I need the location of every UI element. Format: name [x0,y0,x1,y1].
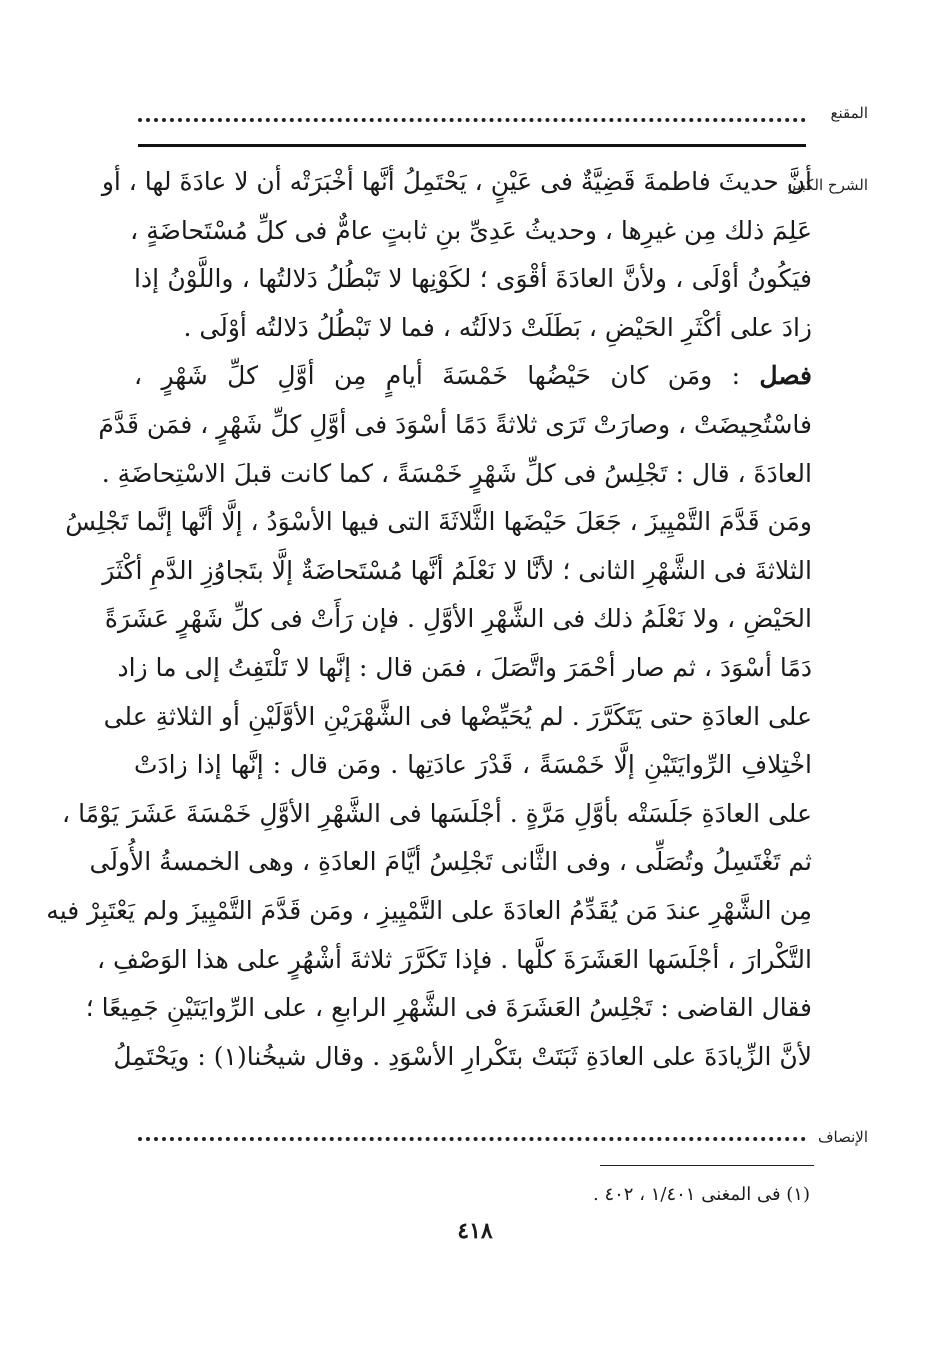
text-line: فيَكُونُ أوْلَى ، ولأنَّ العادَةَ أقْوَى ؛ لكَوْنِها لا تَبْطُلُ دَلالتُها ، واللَّوْنُ إذا [134,264,812,294]
dotted-separator-top [138,118,806,122]
text-line: ومَن قَدَّمَ التَّمْيِيزَ ، جَعَلَ حَيْضَها الثَّلاثَةَ التى فيها الأسْوَدُ ، إلَّا أنَّها إنَّما تَجْلِسُ [65,507,812,537]
top-rule [138,144,806,147]
text-line: ثم تَغْتَسِلُ وتُصَلِّى ، وفى الثَّانى تَجْلِسُ أيَّامَ العادَةِ ، وهى الخمسةُ الأُولَى [89,847,812,877]
text-line: اخْتِلافِ الرِّوايَتَيْنِ إلَّا خَمْسَةً ، قَدْرَ عادَتِها . ومَن قال : إنَّها إذا زادَتْ [134,750,812,780]
text-line: فاسْتُحِيضَتْ ، وصارَتْ تَرَى ثلاثةً دَمًا أسْوَدَ فى أوَّلِ كلِّ شَهْرٍ ، فمَن قَدَّمَ [98,409,812,439]
text-line: التَّكْرارَ ، أجْلَسَها العَشَرَةَ كلَّها . فإذا تَكَرَّرَ ثلاثةَ أشْهُرٍ على هذا الوَصْفِ ، [97,944,812,974]
footnote-rule [600,1165,814,1166]
page-number: ٤١٨ [457,1218,493,1244]
text-line: مِن الشَّهْرِ عندَ مَن يُقَدِّمُ العادَةَ على التَّمْيِيزِ ، ومَن قَدَّمَ التَّمْيِيزَ ولم يَعْتَبِرْ فيه [46,895,812,925]
section-label-insaf: الإنصاف [817,1128,868,1146]
text-line: فقال القاضى : تَجْلِسُ العَشَرَةَ فى الشَّهْرِ الرابعِ ، على الرِّوايَتَيْنِ جَمِيعًا ؛ [85,993,812,1023]
text-line: عَلِمَ ذلك مِن غيرِها ، وحديثُ عَدِىِّ بنِ ثابتٍ عامٌّ فى كلِّ مُسْتَحاضَةٍ ، [130,215,812,245]
text-line: العادَةَ ، قال : تَجْلِسُ فى كلِّ شَهْرٍ خَمْسَةً ، كما كانت قبلَ الاسْتِحاضَةِ . [101,458,812,488]
text-line: على العادَةِ جَلَسَتْه بأوَّلِ مَرَّةٍ . أجْلَسَها فى الشَّهْرِ الأوَّلِ خَمْسَةَ عَشَرَ يَوْمًا ، [62,798,812,828]
fasl-heading: فصل [759,361,812,391]
text-line: لأنَّ الزِّيادَةَ على العادَةِ ثَبَتَتْ بتَكْرارِ الأسْوَدِ . وقال شيخُنا(١) : ويَحْتَمِلُ [113,1041,812,1071]
section-label-sharh: الشرح الكبير [788,176,868,194]
commentary-text [46,158,812,1081]
section-label-muqni: المقنع [830,104,868,122]
text-fragment: : ومَن كان حَيْضُها خَمْسَةَ أيامٍ مِن أوَّلِ كلِّ شَهْرٍ ، [134,361,741,391]
text-line: الحَيْضِ ، ولا نَعْلَمُ ذلك فى الشَّهْرِ الأوَّلِ . فإن رَأَتْ فى كلِّ شَهْرٍ عَشَرَةً [104,604,812,634]
text-line: زادَ على أكْثَرِ الحَيْضِ ، بَطَلَتْ دَلالَتُه ، فما لا تَبْطُلُ دَلالتُه أوْلَى . [183,312,812,342]
footnote: (١) فى المغنى ١/٤٠١ ، ٤٠٢ . [593,1184,810,1205]
text-line-fasl [134,352,812,401]
text-line: على العادَةِ حتى يَتَكَرَّرَ . لم يُحَيِّضْها فى الشَّهْرَيْنِ الأوَّلَيْنِ أو الثلاثةِ على [103,701,812,731]
text-line: الثلاثةَ فى الشَّهْرِ الثانى ؛ لأنَّا لا نَعْلَمُ أنَّها مُسْتَحاضَةٌ إلَّا بتَجاوُزِ الدَّمِ أكْثَرَ [102,555,812,585]
text-line: أنَّ حديثَ فاطمةَ قَضِيَّةٌ فى عَيْنٍ ، يَحْتَمِلُ أنَّها أخْبَرَتْه أن لا عادَةَ لها ، أو [101,167,812,196]
dotted-separator-bottom [138,1137,806,1141]
text-line: دَمًا أسْوَدَ ، ثم صار أحْمَرَ واتَّصَلَ ، فمَن قال : إنَّها لا تَلْتَفِتُ إلى ما زاد [117,652,812,682]
